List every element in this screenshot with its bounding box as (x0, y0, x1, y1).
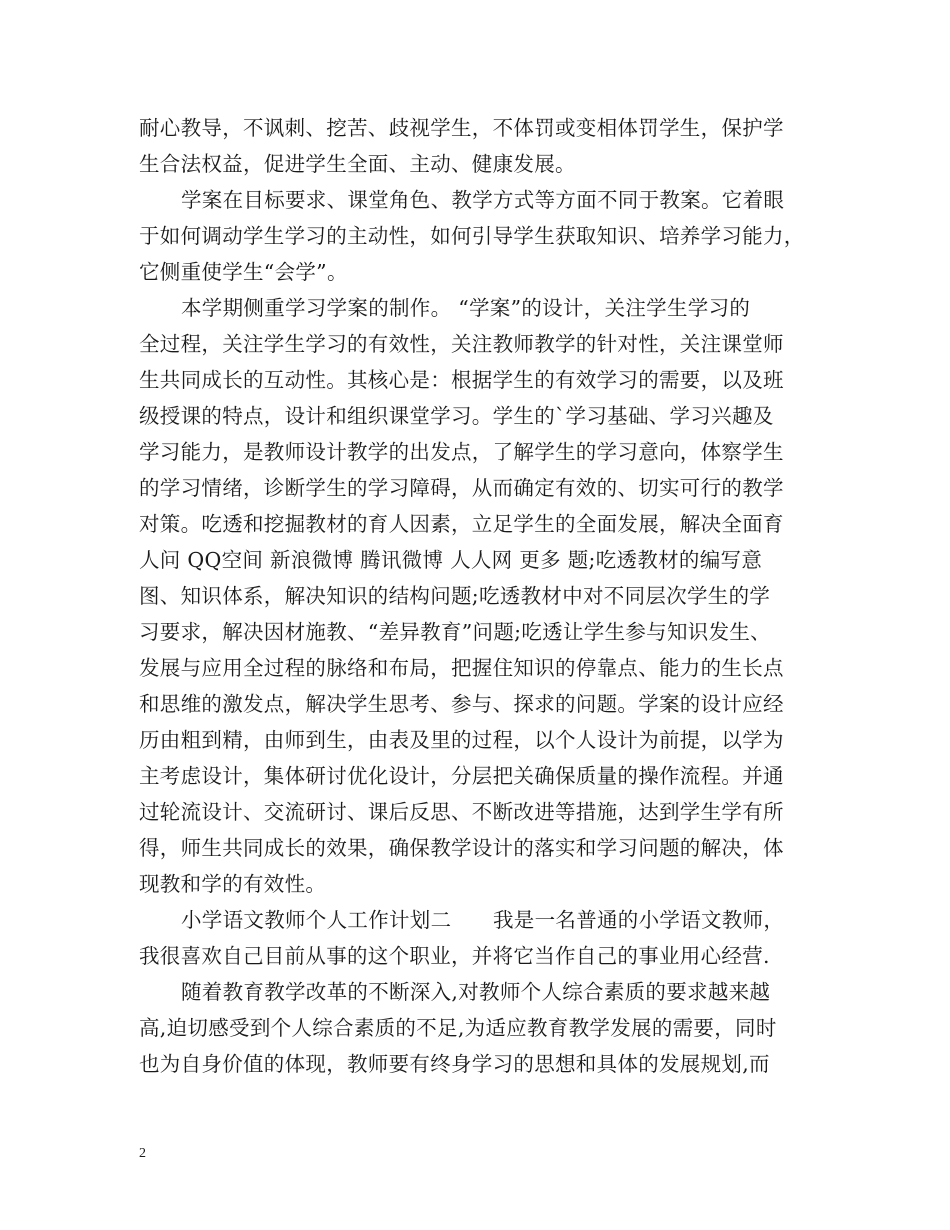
text-line: 得，师生共同成长的效果，确保教学设计的落实和学习问题的解决，体 (139, 836, 784, 860)
text-line: 高,迫切感受到个人综合素质的不足,为适应教育教学发展的需要，同时 (139, 1016, 777, 1040)
text-line: 和思维的激发点，解决学生思考、参与、探求的问题。学案的设计应经 (139, 692, 784, 716)
text-line: 发展与应用全过程的脉络和布局，把握住知识的停靠点、能力的生长点 (139, 656, 784, 680)
text-line: 全过程，关注学生学习的有效性，关注教师教学的针对性，关注课堂师 (139, 332, 784, 356)
text-line: 人问 QQ空间 新浪微博 腾讯微博 人人网 更多 题;吃透教材的编写意 (139, 548, 763, 572)
text-line: 的学习情绪，诊断学生的学习障碍，从而确定有效的、切实可行的教学 (139, 476, 784, 500)
text-line: 耐心教导，不讽刺、挖苦、歧视学生，不体罚或变相体罚学生，保护学 (139, 116, 784, 140)
text-line: 于如何调动学生学习的主动性，如何引导学生获取知识、培养学习能力， (139, 224, 805, 248)
text-line: 现教和学的有效性。 (139, 872, 327, 896)
text-line: 历由粗到精，由师到生，由表及里的过程，以个人设计为前提，以学为 (139, 728, 784, 752)
text-line: 习要求，解决因材施教、“差异教育”问题;吃透让学生参与知识发生、 (139, 620, 771, 644)
text-line: 也为自身价值的体现，教师要有终身学习的思想和具体的发展规划,而 (139, 1052, 770, 1076)
paragraph-first-line: 本学期侧重学习学案的制作。 “学案”的设计，关注学生学习的 (181, 296, 751, 320)
text-line: 对策。吃透和挖掘教材的育人因素，立足学生的全面发展，解决全面育 (139, 512, 784, 536)
paragraph-first-line: 小学语文教师个人工作计划二 我是一名普通的小学语文教师， (181, 908, 785, 932)
text-line: 主考虑设计，集体研讨优化设计，分层把关确保质量的操作流程。并通 (139, 764, 784, 788)
text-line: 它侧重使学生“会学”。 (139, 260, 348, 284)
text-line: 生合法权益，促进学生全面、主动、健康发展。 (139, 152, 576, 176)
text-line: 级授课的特点，设计和组织课堂学习。学生的`学习基础、学习兴趣及 (139, 404, 774, 428)
text-line: 过轮流设计、交流研讨、课后反思、不断改进等措施，达到学生学有所 (139, 800, 784, 824)
text-line: 学习能力，是教师设计教学的出发点，了解学生的学习意向，体察学生 (139, 440, 784, 464)
text-line: 图、知识体系，解决知识的结构问题;吃透教材中对不同层次学生的学 (139, 584, 771, 608)
paragraph-first-line: 随着教育教学改革的不断深入,对教师个人综合素质的要求越来越 (181, 980, 771, 1004)
page-number: 2 (139, 1146, 146, 1161)
text-line: 生共同成长的互动性。其核心是：根据学生的有效学习的需要，以及班 (139, 368, 784, 392)
text-line: 我很喜欢自己目前从事的这个职业，并将它当作自己的事业用心经营. (139, 944, 770, 968)
paragraph-first-line: 学案在目标要求、课堂角色、教学方式等方面不同于教案。它着眼 (181, 188, 785, 212)
